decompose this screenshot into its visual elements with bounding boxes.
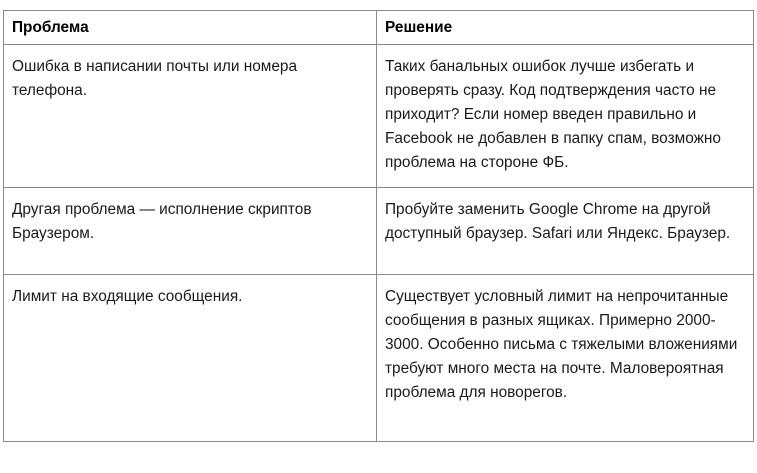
problem-cell: Ошибка в написании почты или номера телефона. [4, 45, 377, 188]
solution-cell: Существует условный лимит на непрочитанные сообщения в разных ящиках. Примерно 2000-3000. Особенно письма с тяжелыми вложениями требуют много места на почте. Маловероятная проблема для новорегов. [377, 275, 754, 442]
problem-solution-table-container [3, 10, 754, 442]
solution-cell: Таких банальных ошибок лучше избегать и проверять сразу. Код подтверждения часто не приходит? Если номер введен правильно и Facebook не добавлен в папку спам, возможно проблема на стороне ФБ. [377, 45, 754, 188]
table-row [4, 45, 754, 188]
table-header-row [4, 11, 754, 45]
problem-cell: Другая проблема — исполнение скриптов Браузером. [4, 188, 377, 275]
problem-solution-table [3, 10, 754, 442]
table-row [4, 275, 754, 442]
column-header-solution: Решение [377, 11, 754, 45]
column-header-problem: Проблема [4, 11, 377, 45]
problem-cell: Лимит на входящие сообщения. [4, 275, 377, 442]
solution-cell: Пробуйте заменить Google Chrome на другой доступный браузер. Safari или Яндекс. Браузер. [377, 188, 754, 275]
table-row [4, 188, 754, 275]
